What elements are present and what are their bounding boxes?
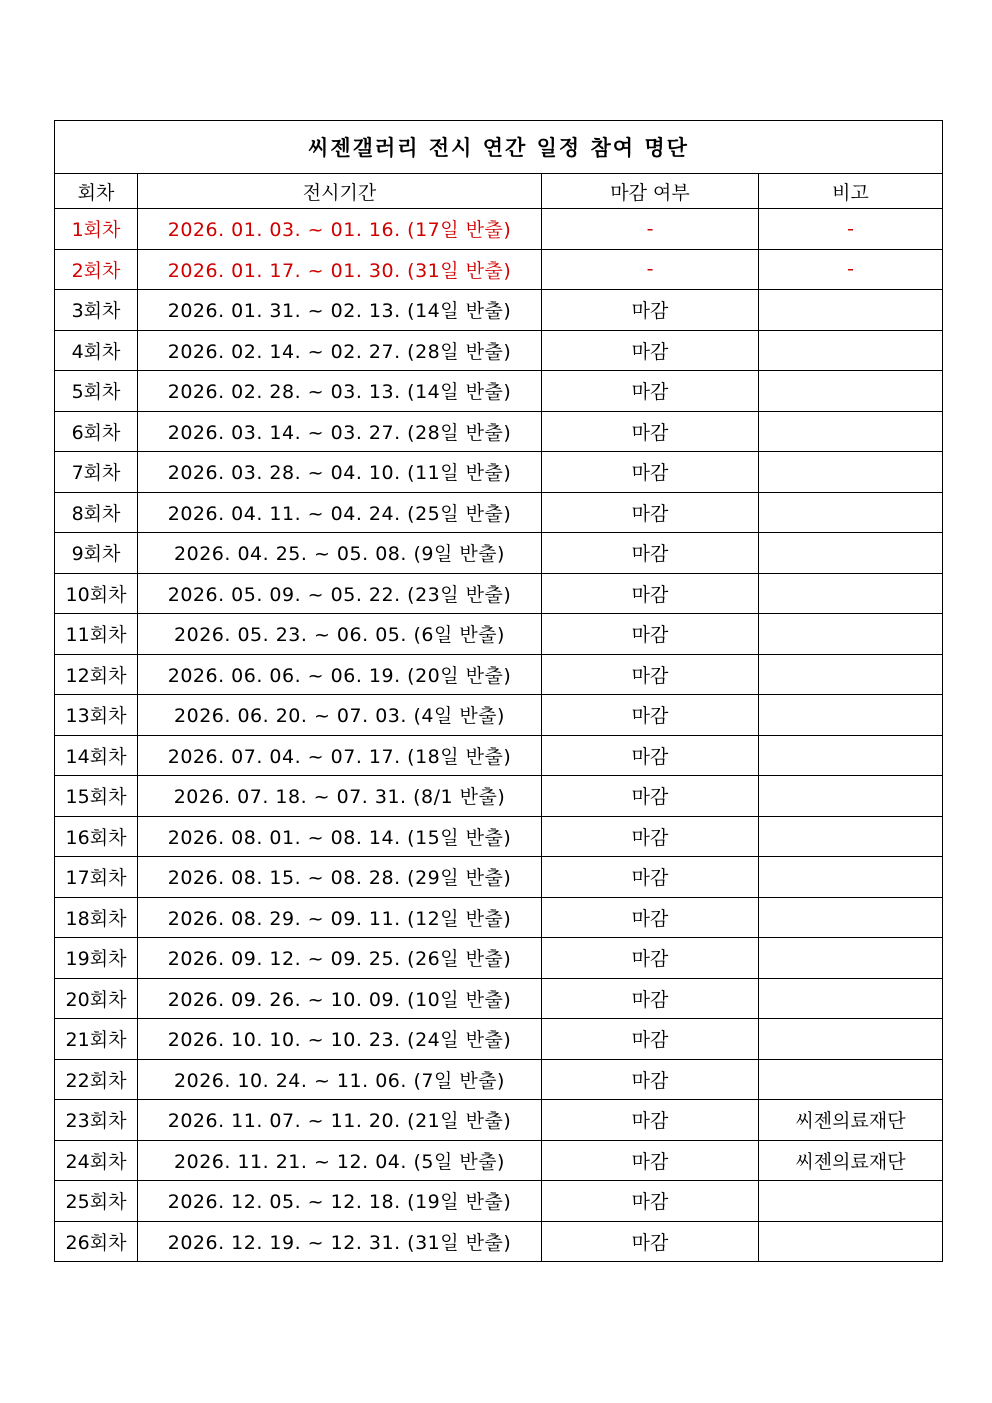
table-row: [55, 533, 943, 574]
status-cell: 마감: [542, 614, 759, 655]
note-cell: 씨젠의료재단: [759, 1100, 943, 1141]
note-cell: [759, 492, 943, 533]
note-cell: [759, 938, 943, 979]
table-row: [55, 1140, 943, 1181]
status-cell: 마감: [542, 654, 759, 695]
table-row: [55, 614, 943, 655]
table-row: [55, 654, 943, 695]
status-cell: 마감: [542, 1181, 759, 1222]
note-cell: [759, 1019, 943, 1060]
note-cell: [759, 411, 943, 452]
note-cell: [759, 978, 943, 1019]
period-cell: 2026. 03. 14. ~ 03. 27. (28일 반출): [138, 411, 542, 452]
period-cell: 2026. 01. 03. ~ 01. 16. (17일 반출): [138, 209, 542, 250]
status-cell: 마감: [542, 573, 759, 614]
table-row: [55, 1100, 943, 1141]
status-cell: -: [542, 209, 759, 250]
status-cell: 마감: [542, 1019, 759, 1060]
schedule-sheet: [54, 120, 942, 1262]
round-cell: 20회차: [55, 978, 138, 1019]
status-cell: 마감: [542, 290, 759, 331]
period-cell: 2026. 06. 20. ~ 07. 03. (4일 반출): [138, 695, 542, 736]
table-row: [55, 735, 943, 776]
status-cell: 마감: [542, 776, 759, 817]
note-cell: [759, 330, 943, 371]
period-cell: 2026. 02. 14. ~ 02. 27. (28일 반출): [138, 330, 542, 371]
period-cell: 2026. 05. 23. ~ 06. 05. (6일 반출): [138, 614, 542, 655]
table-row: [55, 1019, 943, 1060]
period-cell: 2026. 05. 09. ~ 05. 22. (23일 반출): [138, 573, 542, 614]
table-row: [55, 857, 943, 898]
status-cell: 마감: [542, 492, 759, 533]
round-cell: 25회차: [55, 1181, 138, 1222]
note-cell: [759, 573, 943, 614]
note-cell: [759, 1059, 943, 1100]
round-cell: 13회차: [55, 695, 138, 736]
period-cell: 2026. 02. 28. ~ 03. 13. (14일 반출): [138, 371, 542, 412]
status-cell: -: [542, 249, 759, 290]
status-cell: 마감: [542, 1221, 759, 1262]
table-row: [55, 330, 943, 371]
header-row: [55, 174, 943, 209]
period-cell: 2026. 12. 19. ~ 12. 31. (31일 반출): [138, 1221, 542, 1262]
round-cell: 15회차: [55, 776, 138, 817]
note-cell: [759, 776, 943, 817]
note-cell: [759, 654, 943, 695]
round-cell: 6회차: [55, 411, 138, 452]
round-cell: 14회차: [55, 735, 138, 776]
table-row: [55, 411, 943, 452]
table-row: [55, 573, 943, 614]
period-cell: 2026. 03. 28. ~ 04. 10. (11일 반출): [138, 452, 542, 493]
round-cell: 3회차: [55, 290, 138, 331]
note-cell: [759, 695, 943, 736]
note-cell: [759, 290, 943, 331]
period-cell: 2026. 10. 10. ~ 10. 23. (24일 반출): [138, 1019, 542, 1060]
note-cell: [759, 816, 943, 857]
round-cell: 12회차: [55, 654, 138, 695]
round-cell: 21회차: [55, 1019, 138, 1060]
status-cell: 마감: [542, 695, 759, 736]
period-cell: 2026. 10. 24. ~ 11. 06. (7일 반출): [138, 1059, 542, 1100]
table-row: [55, 249, 943, 290]
period-cell: 2026. 01. 31. ~ 02. 13. (14일 반출): [138, 290, 542, 331]
period-cell: 2026. 04. 11. ~ 04. 24. (25일 반출): [138, 492, 542, 533]
table-row: [55, 290, 943, 331]
note-cell: [759, 1221, 943, 1262]
status-cell: 마감: [542, 938, 759, 979]
table-row: [55, 1181, 943, 1222]
period-cell: 2026. 11. 07. ~ 11. 20. (21일 반출): [138, 1100, 542, 1141]
note-cell: [759, 371, 943, 412]
table-row: [55, 371, 943, 412]
round-cell: 4회차: [55, 330, 138, 371]
period-cell: 2026. 06. 06. ~ 06. 19. (20일 반출): [138, 654, 542, 695]
table-row: [55, 492, 943, 533]
status-cell: 마감: [542, 330, 759, 371]
round-cell: 26회차: [55, 1221, 138, 1262]
period-cell: 2026. 09. 26. ~ 10. 09. (10일 반출): [138, 978, 542, 1019]
header-period: 전시기간: [138, 174, 542, 209]
period-cell: 2026. 08. 15. ~ 08. 28. (29일 반출): [138, 857, 542, 898]
period-cell: 2026. 08. 01. ~ 08. 14. (15일 반출): [138, 816, 542, 857]
round-cell: 2회차: [55, 249, 138, 290]
round-cell: 22회차: [55, 1059, 138, 1100]
table-row: [55, 978, 943, 1019]
round-cell: 7회차: [55, 452, 138, 493]
status-cell: 마감: [542, 735, 759, 776]
table-row: [55, 1059, 943, 1100]
status-cell: 마감: [542, 371, 759, 412]
period-cell: 2026. 04. 25. ~ 05. 08. (9일 반출): [138, 533, 542, 574]
round-cell: 10회차: [55, 573, 138, 614]
status-cell: 마감: [542, 816, 759, 857]
period-cell: 2026. 07. 18. ~ 07. 31. (8/1 반출): [138, 776, 542, 817]
table-row: [55, 695, 943, 736]
note-cell: -: [759, 249, 943, 290]
table-row: [55, 816, 943, 857]
period-cell: 2026. 07. 04. ~ 07. 17. (18일 반출): [138, 735, 542, 776]
note-cell: [759, 897, 943, 938]
note-cell: -: [759, 209, 943, 250]
round-cell: 17회차: [55, 857, 138, 898]
note-cell: [759, 735, 943, 776]
round-cell: 1회차: [55, 209, 138, 250]
status-cell: 마감: [542, 533, 759, 574]
period-cell: 2026. 11. 21. ~ 12. 04. (5일 반출): [138, 1140, 542, 1181]
note-cell: [759, 1181, 943, 1222]
note-cell: 씨젠의료재단: [759, 1140, 943, 1181]
status-cell: 마감: [542, 1059, 759, 1100]
status-cell: 마감: [542, 411, 759, 452]
table-row: [55, 938, 943, 979]
round-cell: 16회차: [55, 816, 138, 857]
note-cell: [759, 533, 943, 574]
header-round: 회차: [55, 174, 138, 209]
table-row: [55, 1221, 943, 1262]
status-cell: 마감: [542, 1140, 759, 1181]
table-row: [55, 452, 943, 493]
round-cell: 9회차: [55, 533, 138, 574]
round-cell: 24회차: [55, 1140, 138, 1181]
round-cell: 8회차: [55, 492, 138, 533]
note-cell: [759, 614, 943, 655]
status-cell: 마감: [542, 857, 759, 898]
table-row: [55, 897, 943, 938]
period-cell: 2026. 12. 05. ~ 12. 18. (19일 반출): [138, 1181, 542, 1222]
period-cell: 2026. 08. 29. ~ 09. 11. (12일 반출): [138, 897, 542, 938]
note-cell: [759, 857, 943, 898]
period-cell: 2026. 09. 12. ~ 09. 25. (26일 반출): [138, 938, 542, 979]
note-cell: [759, 452, 943, 493]
status-cell: 마감: [542, 897, 759, 938]
table-row: [55, 776, 943, 817]
round-cell: 19회차: [55, 938, 138, 979]
status-cell: 마감: [542, 1100, 759, 1141]
round-cell: 5회차: [55, 371, 138, 412]
round-cell: 23회차: [55, 1100, 138, 1141]
status-cell: 마감: [542, 978, 759, 1019]
header-note: 비고: [759, 174, 943, 209]
table-row: [55, 209, 943, 250]
round-cell: 11회차: [55, 614, 138, 655]
title-row: [55, 121, 943, 174]
schedule-table: [54, 120, 943, 1262]
period-cell: 2026. 01. 17. ~ 01. 30. (31일 반출): [138, 249, 542, 290]
status-cell: 마감: [542, 452, 759, 493]
table-title: 씨젠갤러리 전시 연간 일정 참여 명단: [55, 121, 943, 174]
round-cell: 18회차: [55, 897, 138, 938]
header-status: 마감 여부: [542, 174, 759, 209]
